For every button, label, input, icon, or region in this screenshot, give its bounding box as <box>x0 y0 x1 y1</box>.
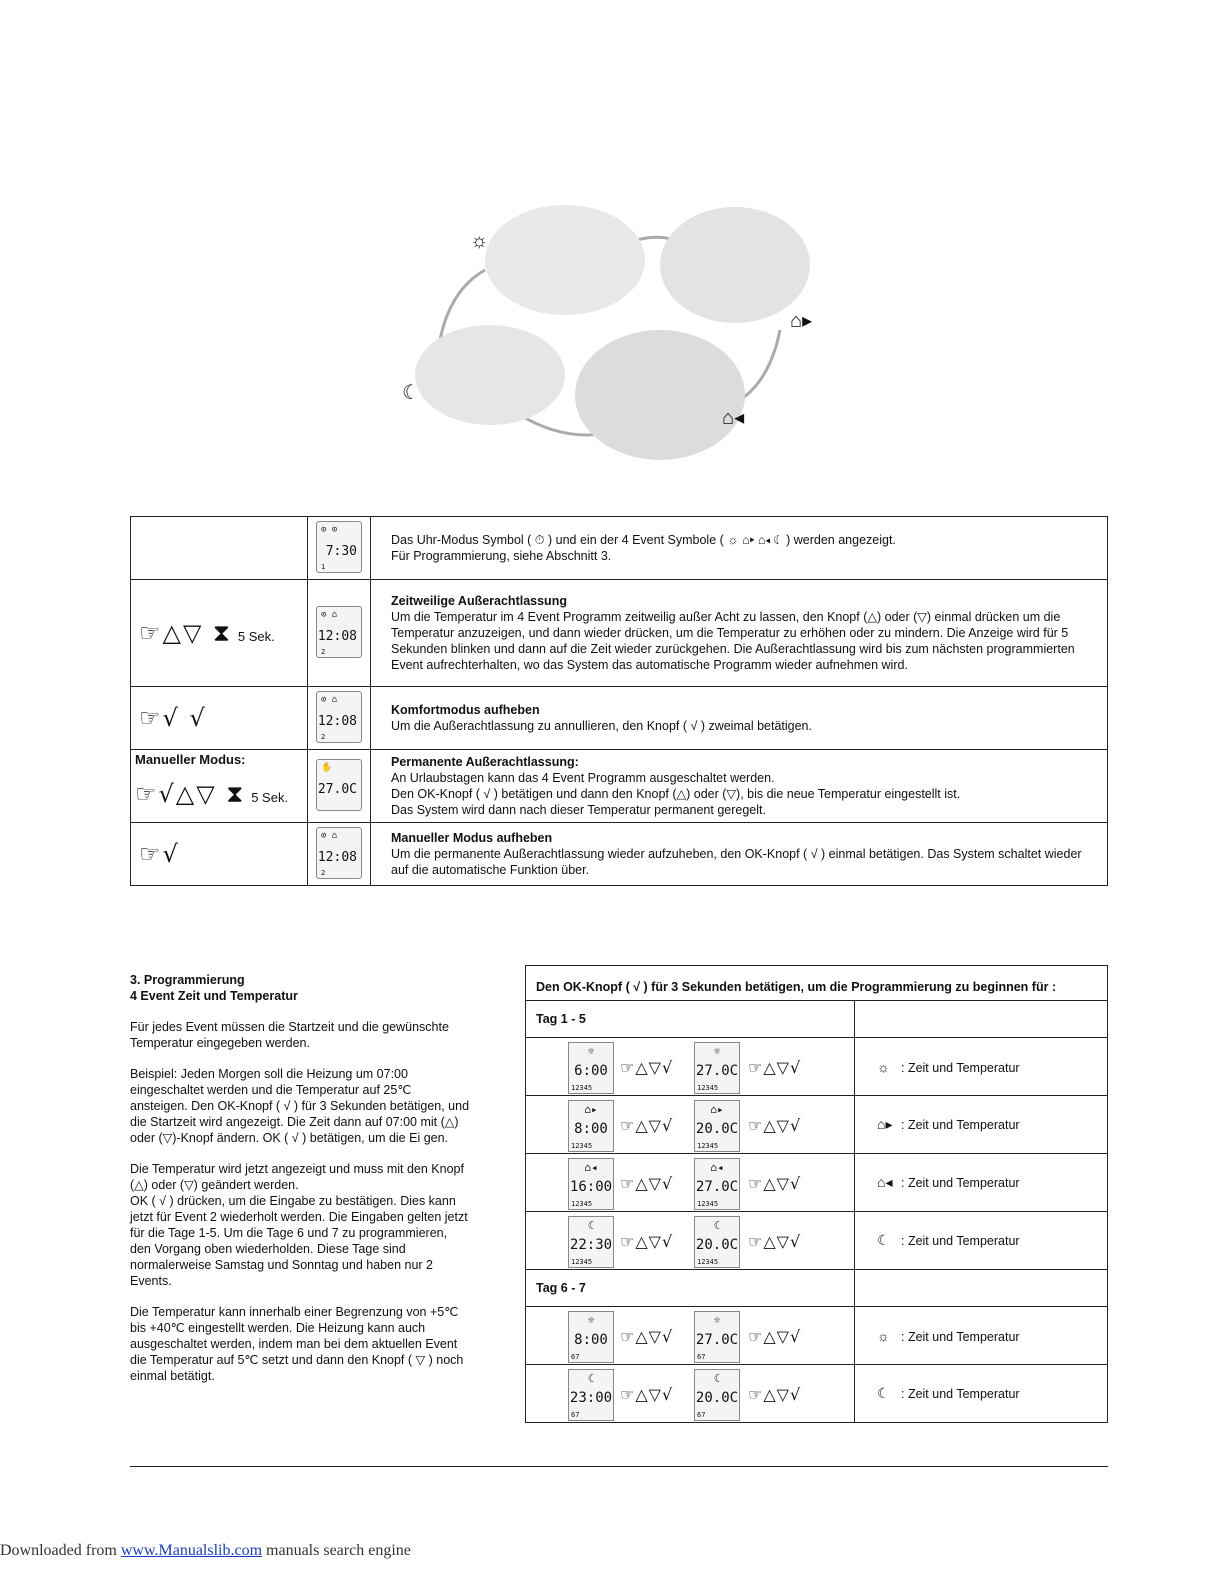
event-description <box>855 1096 1108 1154</box>
temp-lcd <box>694 1042 740 1094</box>
temp-value: 20.0C <box>695 1121 739 1137</box>
mode-row-keys: ☞△▽ ⧗ 5 Sek. <box>131 580 308 687</box>
temp-lcd <box>694 1311 740 1363</box>
event-icon: ⌂◂ <box>877 1174 893 1190</box>
key-sequence-icon: ☞△▽√ <box>748 1058 802 1077</box>
event-description <box>855 1154 1108 1212</box>
mode-row-keys: ☞√ √ <box>131 687 308 750</box>
event-icon: ⌂▸ <box>710 1103 724 1116</box>
lcd-display: ⊙ ⊙ 7:30 1 <box>316 521 362 573</box>
event-desc-text: : Zeit und Temperatur <box>901 1176 1020 1190</box>
temp-value: 27.0C <box>695 1179 739 1195</box>
program-displays <box>526 1154 855 1212</box>
event-description <box>855 1307 1108 1365</box>
days-value: 67 <box>571 1353 580 1361</box>
temp-lcd <box>694 1158 740 1210</box>
event-description <box>855 1365 1108 1423</box>
program-displays <box>526 1096 855 1154</box>
mode-row <box>131 750 1108 823</box>
mode-row-text: Manueller Modus aufheben Um die permanente Außerachtlassung wieder aufzuheben, den OK-Knopf ( √ ) einmal betätigen. Das System schaltet wieder auf die automatische Funktion über. <box>371 823 1108 886</box>
event-icon: ⌂▸ <box>584 1103 598 1116</box>
event-icon: ☼ <box>713 1045 721 1058</box>
program-row <box>526 1307 1108 1365</box>
time-lcd <box>568 1369 614 1421</box>
cycle-illustration-svg <box>390 190 830 480</box>
event-desc-text: : Zeit und Temperatur <box>901 1060 1020 1075</box>
key-sequence-icon: ☞△▽√ <box>620 1232 674 1251</box>
key-sequence-icon: ☞△▽√ <box>748 1327 802 1346</box>
event-icon: ☾ <box>877 1385 890 1401</box>
event-icon: ☼ <box>587 1314 595 1327</box>
daily-cycle-illustration <box>390 190 830 480</box>
event-icon: ☾ <box>877 1232 890 1248</box>
days-value: 67 <box>571 1411 580 1419</box>
event-icon: ☾ <box>587 1219 595 1232</box>
event-icon: ☼ <box>877 1327 890 1344</box>
program-table-header: Den OK-Knopf ( √ ) für 3 Sekunden betätigen, um die Programmierung zu beginnen für : <box>526 966 1108 1001</box>
lcd-display: ⊙ ⌂ 12:08 2 <box>316 606 362 658</box>
key-sequence-icon: ☞△▽√ <box>620 1327 674 1346</box>
temp-value: 20.0C <box>695 1390 739 1406</box>
event-desc-text: : Zeit und Temperatur <box>901 1387 1020 1401</box>
key-sequence-icon: ☞△▽√ <box>748 1116 802 1135</box>
lcd-display: ⊙ ⌂ 12:08 2 <box>316 691 362 743</box>
mode-row <box>131 687 1108 750</box>
program-displays <box>526 1365 855 1423</box>
night-scene <box>415 325 565 425</box>
paragraph: Die Temperatur kann innerhalb einer Begrenzung von +5℃ bis +40℃ eingestellt werden. Die Heizung kann auch ausgeschaltet werden, indem man bei dem aktuellen Event die Temperatur auf 5℃ setzt und dann den Knopf ( ▽ ) noch einmal betätigt. <box>130 1305 464 1383</box>
mode-row-keys <box>131 517 308 580</box>
time-lcd <box>568 1311 614 1363</box>
days-value: 67 <box>697 1353 706 1361</box>
mode-row-text: Komfortmodus aufheben Um die Außerachtlassung zu annullieren, den Knopf ( √ ) zweimal betätigen. <box>371 687 1108 750</box>
house-return-icon: ⌂◂ <box>722 407 745 429</box>
key-sequence-icon: ☞△▽√ <box>620 1058 674 1077</box>
mode-row-keys: Manueller Modus: ☞√△▽ ⧗ 5 Sek. <box>131 750 308 823</box>
days-value: 12345 <box>571 1200 593 1208</box>
morning-scene <box>485 205 645 315</box>
event-icon: ⌂◂ <box>584 1161 598 1174</box>
paragraph: Die Temperatur wird jetzt angezeigt und muss mit den Knopf (△) oder (▽) geändert werden. OK ( √ ) drücken, um die Eingabe zu bestätigen. Dies kann jetzt für Event 2 wiederholt werden. Die Eingaben gelten jetzt für die Tage 1-5. Um die Tage 6 und 7 zu programmieren, den Vorgang oben wiederholden. Diese Tage sind normalerweise Samstag und Sonntag und haben nur 2 Events. <box>130 1162 468 1288</box>
program-row <box>526 1096 1108 1154</box>
mode-row <box>131 580 1108 687</box>
paragraph: Beispiel: Jeden Morgen soll die Heizung um 07:00 eingeschaltet werden und die Temperatur auf 25℃ ansteigen. Den OK-Knopf ( √ ) für 3 Sekunden betätigen, und die Startzeit wird angezeigt. Die Zeit dann auf 07:00 mit (△) oder (▽)-Knopf ändern. OK ( √ ) betätigen, um die Ei gen. <box>130 1067 470 1145</box>
program-displays <box>526 1307 855 1365</box>
manualslib-link[interactable]: www.Manualslib.com <box>120 1542 263 1559</box>
mode-row <box>131 517 1108 580</box>
key-sequence-icon: ☞△▽√ <box>620 1385 674 1404</box>
mode-row <box>131 823 1108 886</box>
sun-icon: ☼ <box>470 230 489 252</box>
event-icon: ☼ <box>587 1045 595 1058</box>
event-icon: ☾ <box>713 1372 721 1385</box>
footer-prefix: Downloaded from <box>0 1542 121 1559</box>
group-label: Tag 6 - 7 <box>526 1270 855 1307</box>
event-desc-text: : Zeit und Temperatur <box>901 1234 1020 1248</box>
page-rule <box>130 1466 1108 1467</box>
program-row <box>526 1212 1108 1270</box>
paragraph: Für jedes Event müssen die Startzeit und die gewünschte Temperatur eingegeben werden. <box>130 1020 449 1050</box>
temp-lcd <box>694 1216 740 1268</box>
time-lcd <box>568 1216 614 1268</box>
program-displays <box>526 1038 855 1096</box>
group1-rows <box>526 1038 1108 1270</box>
time-value: 22:30 <box>569 1237 613 1253</box>
time-value: 8:00 <box>574 1121 608 1137</box>
days-value: 12345 <box>697 1142 719 1150</box>
temp-value: 20.0C <box>695 1237 739 1253</box>
event-desc-text: : Zeit und Temperatur <box>901 1329 1020 1344</box>
time-lcd <box>568 1158 614 1210</box>
days-value: 67 <box>697 1411 706 1419</box>
event-description <box>855 1038 1108 1096</box>
key-sequence-icon: ☞△▽√ <box>748 1232 802 1251</box>
section-subtitle: 4 Event Zeit und Temperatur <box>130 989 298 1003</box>
temp-value: 27.0C <box>695 1063 739 1079</box>
event-icon: ☾ <box>713 1219 721 1232</box>
key-sequence-icon: ☞△▽√ <box>620 1116 674 1135</box>
footer <box>0 1542 411 1560</box>
group-label: Tag 1 - 5 <box>526 1001 855 1038</box>
house-leave-icon: ⌂▸ <box>790 310 813 332</box>
program-row <box>526 1154 1108 1212</box>
time-value: 16:00 <box>569 1179 613 1195</box>
time-lcd <box>568 1042 614 1094</box>
days-value: 12345 <box>697 1258 719 1266</box>
key-sequence-icon: ☞△▽√ <box>748 1174 802 1193</box>
event-desc-text: : Zeit und Temperatur <box>901 1118 1020 1132</box>
days-value: 12345 <box>571 1258 593 1266</box>
lcd-display: ⊙ ⌂ 12:08 2 <box>316 827 362 879</box>
mode-table <box>130 516 1108 886</box>
mode-row-text: Das Uhr-Modus Symbol ( ⏱ ) und ein der 4 Event Symbole ( ☼ ⌂▸ ⌂◂ ☾ ) werden angezeigt. Für Programmierung, siehe Abschnitt 3. <box>371 517 1108 580</box>
time-value: 23:00 <box>569 1390 613 1406</box>
key-sequence-icon: ☞△▽√ <box>620 1174 674 1193</box>
days-value: 12345 <box>697 1084 719 1092</box>
event-description <box>855 1212 1108 1270</box>
mode-row-text: Permanente Außerachtlassung: An Urlaubstagen kann das 4 Event Programm ausgeschaltet werden. Den OK-Knopf ( √ ) betätigen und dann den Knopf (△) oder (▽), bis die neue Temperatur eingestellt ist. Das System wird dann nach dieser Temperatur permanent geregelt. <box>371 750 1108 823</box>
event-icon: ⌂◂ <box>710 1161 724 1174</box>
temp-lcd <box>694 1100 740 1152</box>
section-title: 3. Programmierung <box>130 973 245 987</box>
return-scene <box>575 330 745 460</box>
group2-rows <box>526 1307 1108 1423</box>
time-lcd <box>568 1100 614 1152</box>
moon-icon: ☾ <box>402 382 420 404</box>
program-displays <box>526 1212 855 1270</box>
manual-mode-label: Manueller Modus: <box>135 752 246 767</box>
time-value: 6:00 <box>574 1063 608 1079</box>
event-icon: ☼ <box>877 1058 890 1075</box>
lcd-display: ✋ 27.0C <box>316 759 362 811</box>
mode-row-text: Zeitweilige Außerachtlassung Um die Temperatur im 4 Event Programm zeitweilig außer Acht zu lassen, den Knopf (△) oder (▽) einmal drücken um die Temperatur anzuzeigen, und dann wieder drücken, um die Temperatur zu erhöhen oder zu mindern. Die Anzeige wird für 5 Sekunden blinken und dann auf die Zeit wieder zurückgehen. Die Außerachtlassung wird bis zum nächsten programmierten Event aufrechterhalten, wo das System das automatische Programm wieder aufnehmen wird. <box>371 580 1108 687</box>
event-icon: ☾ <box>587 1372 595 1385</box>
program-row <box>526 1038 1108 1096</box>
key-sequence-icon: ☞△▽√ <box>748 1385 802 1404</box>
days-value: 12345 <box>697 1200 719 1208</box>
footer-suffix: manuals search engine <box>262 1542 411 1559</box>
program-table <box>525 965 1108 1423</box>
leave-scene <box>660 207 810 323</box>
days-value: 12345 <box>571 1142 593 1150</box>
temp-value: 27.0C <box>695 1332 739 1348</box>
program-row <box>526 1365 1108 1423</box>
days-value: 12345 <box>571 1084 593 1092</box>
temp-lcd <box>694 1369 740 1421</box>
programming-section <box>130 972 470 1399</box>
mode-row-keys: ☞√ <box>131 823 308 886</box>
event-icon: ☼ <box>713 1314 721 1327</box>
time-value: 8:00 <box>574 1332 608 1348</box>
event-icon: ⌂▸ <box>877 1116 893 1132</box>
